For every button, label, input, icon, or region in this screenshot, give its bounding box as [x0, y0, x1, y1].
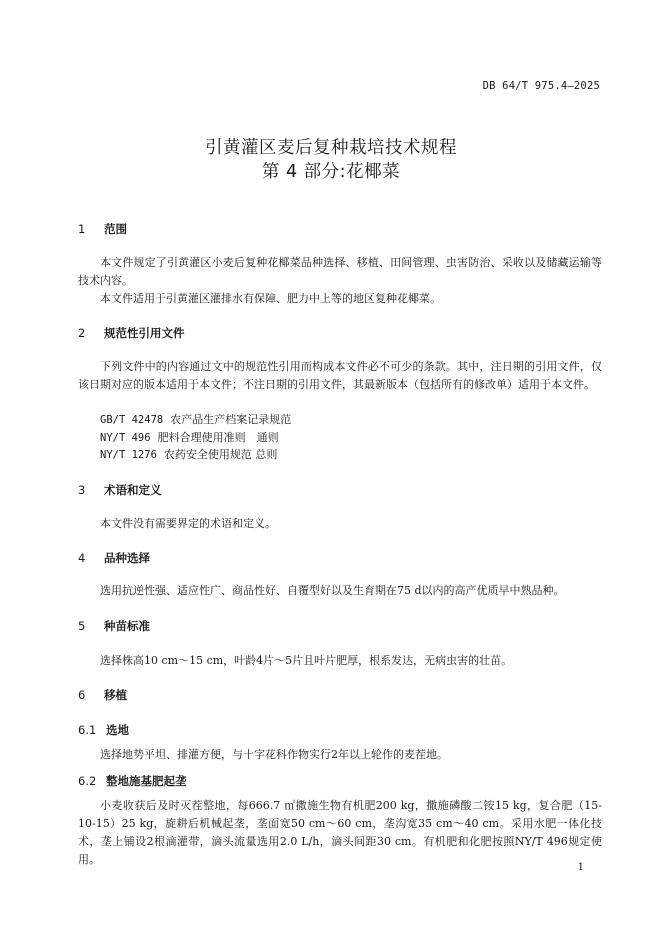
reference-title: 肥料合理使用准则 通则 [157, 431, 279, 444]
subsection-number: 6.1 [78, 723, 97, 737]
section-title: 术语和定义 [104, 483, 162, 497]
section-4-heading [78, 550, 150, 566]
section-number: 4 [78, 551, 86, 565]
section-5-heading [78, 618, 150, 634]
section-2-heading [78, 325, 185, 341]
subsection-title: 整地施基肥起垄 [106, 774, 187, 788]
section-number: 6 [78, 688, 86, 702]
reference-title: 农药安全使用规范 总则 [163, 448, 278, 461]
section-number: 3 [78, 483, 86, 497]
reference-title: 农产品生产档案记录规范 [170, 413, 292, 426]
section-title: 范围 [104, 222, 127, 236]
section-3-heading [78, 482, 162, 498]
title-sub: 第 4 部分:花椰菜 [261, 162, 401, 182]
section-6-heading [78, 687, 127, 703]
reference-item [100, 429, 279, 447]
subsection-6-2-heading [78, 773, 187, 789]
section-title: 种苗标准 [104, 619, 150, 633]
section-title: 移植 [104, 688, 127, 702]
subsection-number: 6.2 [78, 774, 97, 788]
page-number: 1 [577, 862, 584, 873]
section-3-paragraph-1: 本文件没有需要界定的术语和定义。 [100, 517, 276, 530]
document-title [0, 136, 662, 184]
subsection-title: 选地 [106, 723, 129, 737]
subsection-6-2-paragraph-1: 小麦收获后及时灭茬整地，每666.7 ㎡撒施生物有机肥200 kg，撒施磷酸二铵15 kg，复合肥（15-10-15）25 kg，旋耕后机械起垄，垄面宽50 cm～60 cm，垄沟宽35 cm～40 cm。采用水肥一体化技术，垄上铺设2根滴灌带，滴头流量选用2.0 L/h，滴头间距30 cm。有机肥和化肥按照NY/T 496规定使用。 [78, 799, 602, 866]
section-1-paragraph-1: 本文件规定了引黄灌区小麦后复种花椰菜品种选择、移植、田间管理、虫害防治、采收以及储藏运输等技术内容。 [78, 256, 602, 287]
section-number: 2 [78, 326, 86, 340]
section-5-paragraph-1: 选择株高10 cm～15 cm，叶龄4片～5片且叶片肥厚，根系发达，无病虫害的壮苗。 [100, 654, 513, 667]
subsection-6-1-paragraph-1: 选择地势平坦、排灌方便，与十字花科作物实行2年以上轮作的麦茬地。 [100, 748, 448, 761]
section-2-paragraph-1: 下列文件中的内容通过文中的规范性引用而构成本文件必不可少的条款。其中，注日期的引用文件，仅该日期对应的版本适用于本文件；不注日期的引用文件，其最新版本（包括所有的修改单）适用于本文件。 [78, 360, 602, 391]
section-1-paragraph-2: 本文件适用于引黄灌区灌排水有保障、肥力中上等的地区复种花椰菜。 [100, 292, 441, 305]
subsection-6-1-heading [78, 722, 129, 738]
reference-code: NY/T 1276 [100, 449, 157, 461]
section-number: 5 [78, 619, 86, 633]
section-title: 规范性引用文件 [104, 326, 185, 340]
reference-code: NY/T 496 [100, 432, 151, 444]
section-number: 1 [78, 222, 86, 236]
title-main: 引黄灌区麦后复种栽培技术规程 [205, 138, 457, 158]
section-4-paragraph-1: 选用抗逆性强、适应性广、商品性好、自覆型好以及生育期在75 d以内的高产优质早中熟品种。 [100, 584, 565, 597]
reference-item [100, 411, 291, 429]
section-title: 品种选择 [104, 551, 150, 565]
document-code: DB 64/T 975.4—2025 [482, 80, 600, 92]
reference-item [100, 446, 277, 464]
section-1-heading [78, 221, 127, 237]
reference-code: GB/T 42478 [100, 414, 164, 426]
